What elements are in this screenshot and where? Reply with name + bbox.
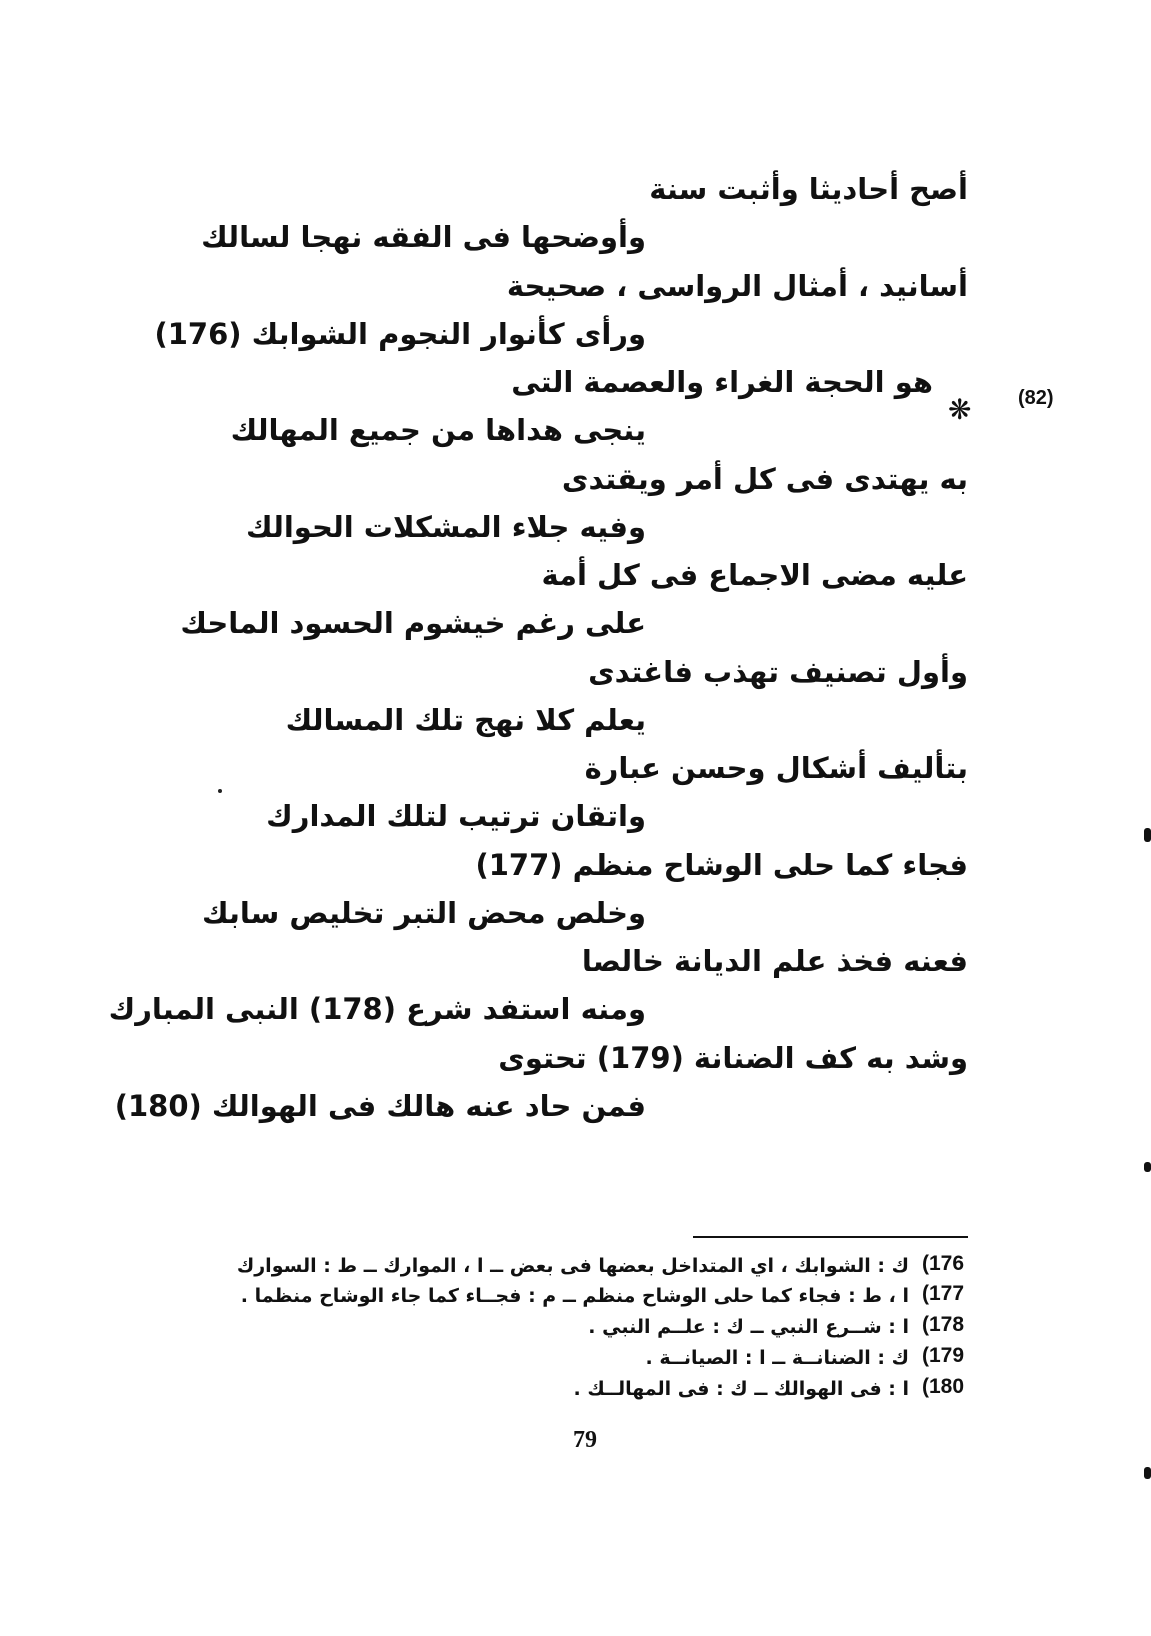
footnote-number: (178 xyxy=(922,1313,965,1336)
footnote-text: ا ، ط : فجاء كما حلى الوشاح منظم ــ م : فجــاء كما جاء الوشاح منظما . xyxy=(240,1285,909,1307)
footnote-text: ك : الضنانــة ــ ا : الصيانــة . xyxy=(645,1347,909,1369)
scan-edge-mark xyxy=(1144,1467,1151,1479)
verse-6-hemistich-2: يعلم كلا نهج تلك المسالك xyxy=(285,703,646,737)
verse-7-hemistich-1: بتأليف أشكال وحسن عبارة xyxy=(584,751,968,785)
verse-9-hemistich-1: فعنه فخذ علم الديانة خالصا xyxy=(581,944,968,978)
scan-edge-mark xyxy=(1144,1162,1151,1172)
footnote-text: ا : فى الهوالك ــ ك : فى المهالــك . xyxy=(573,1378,909,1400)
verse-4-hemistich-1: به يهتدى فى كل أمر ويقتدى xyxy=(561,462,968,496)
verse-8-hemistich-1: فجاء كما حلى الوشاح منظم (177) xyxy=(475,848,968,882)
footnote-number: (177 xyxy=(922,1282,965,1305)
page-number: 79 xyxy=(573,1427,597,1453)
verse-3-hemistich-1: هو الحجة الغراء والعصمة التى xyxy=(511,365,933,399)
footnote-number: (180 xyxy=(922,1375,965,1398)
verse-10-hemistich-1: وشد به كف الضنانة (179) تحتوى xyxy=(498,1041,968,1075)
verse-5-hemistich-2: على رغم خيشوم الحسود الماحك xyxy=(180,606,646,640)
verse-1-hemistich-1: أصح أحاديثا وأثبت سنة xyxy=(649,172,968,206)
verse-6-hemistich-1: وأول تصنيف تهذب فاغتدى xyxy=(588,655,968,689)
footnote-number: (176 xyxy=(922,1252,965,1275)
verse-4-hemistich-2: وفيه جلاء المشكلات الحوالك xyxy=(245,510,646,544)
verse-9-hemistich-2: ومنه استفد شرع (178) النبى المبارك xyxy=(108,992,646,1026)
footnote-divider xyxy=(693,1236,968,1238)
scan-edge-mark xyxy=(1144,828,1151,842)
verse-10-hemistich-2: فمن حاد عنه هالك فى الهوالك (180) xyxy=(114,1089,646,1123)
verse-3-hemistich-2: ينجى هداها من جميع المهالك xyxy=(230,413,646,447)
verse-8-hemistich-2: وخلص محض التبر تخليص سابك xyxy=(201,896,646,930)
footnote-text: ك : الشوابك ، اي المتداخل بعضها فى بعض ــ ا ، الموارك ــ ط : السوارك xyxy=(236,1255,909,1277)
verse-marker-icon: ❋ xyxy=(948,393,972,426)
margin-number: (82) xyxy=(1018,387,1054,409)
verse-2-hemistich-1: أسانيد ، أمثال الرواسى ، صحيحة xyxy=(506,269,968,303)
verse-5-hemistich-1: عليه مضى الاجماع فى كل أمة xyxy=(541,558,968,592)
footnote-text: ا : شــرع النبي ــ ك : علــم النبي . xyxy=(588,1316,909,1338)
footnote-number: (179 xyxy=(922,1344,965,1367)
verse-1-hemistich-2: وأوضحها فى الفقه نهجا لسالك xyxy=(201,220,646,254)
verse-2-hemistich-2: ورأى كأنوار النجوم الشوابك (176) xyxy=(154,317,646,351)
ink-dot xyxy=(218,789,222,793)
verse-7-hemistich-2: واتقان ترتيب لتلك المدارك xyxy=(266,799,646,833)
